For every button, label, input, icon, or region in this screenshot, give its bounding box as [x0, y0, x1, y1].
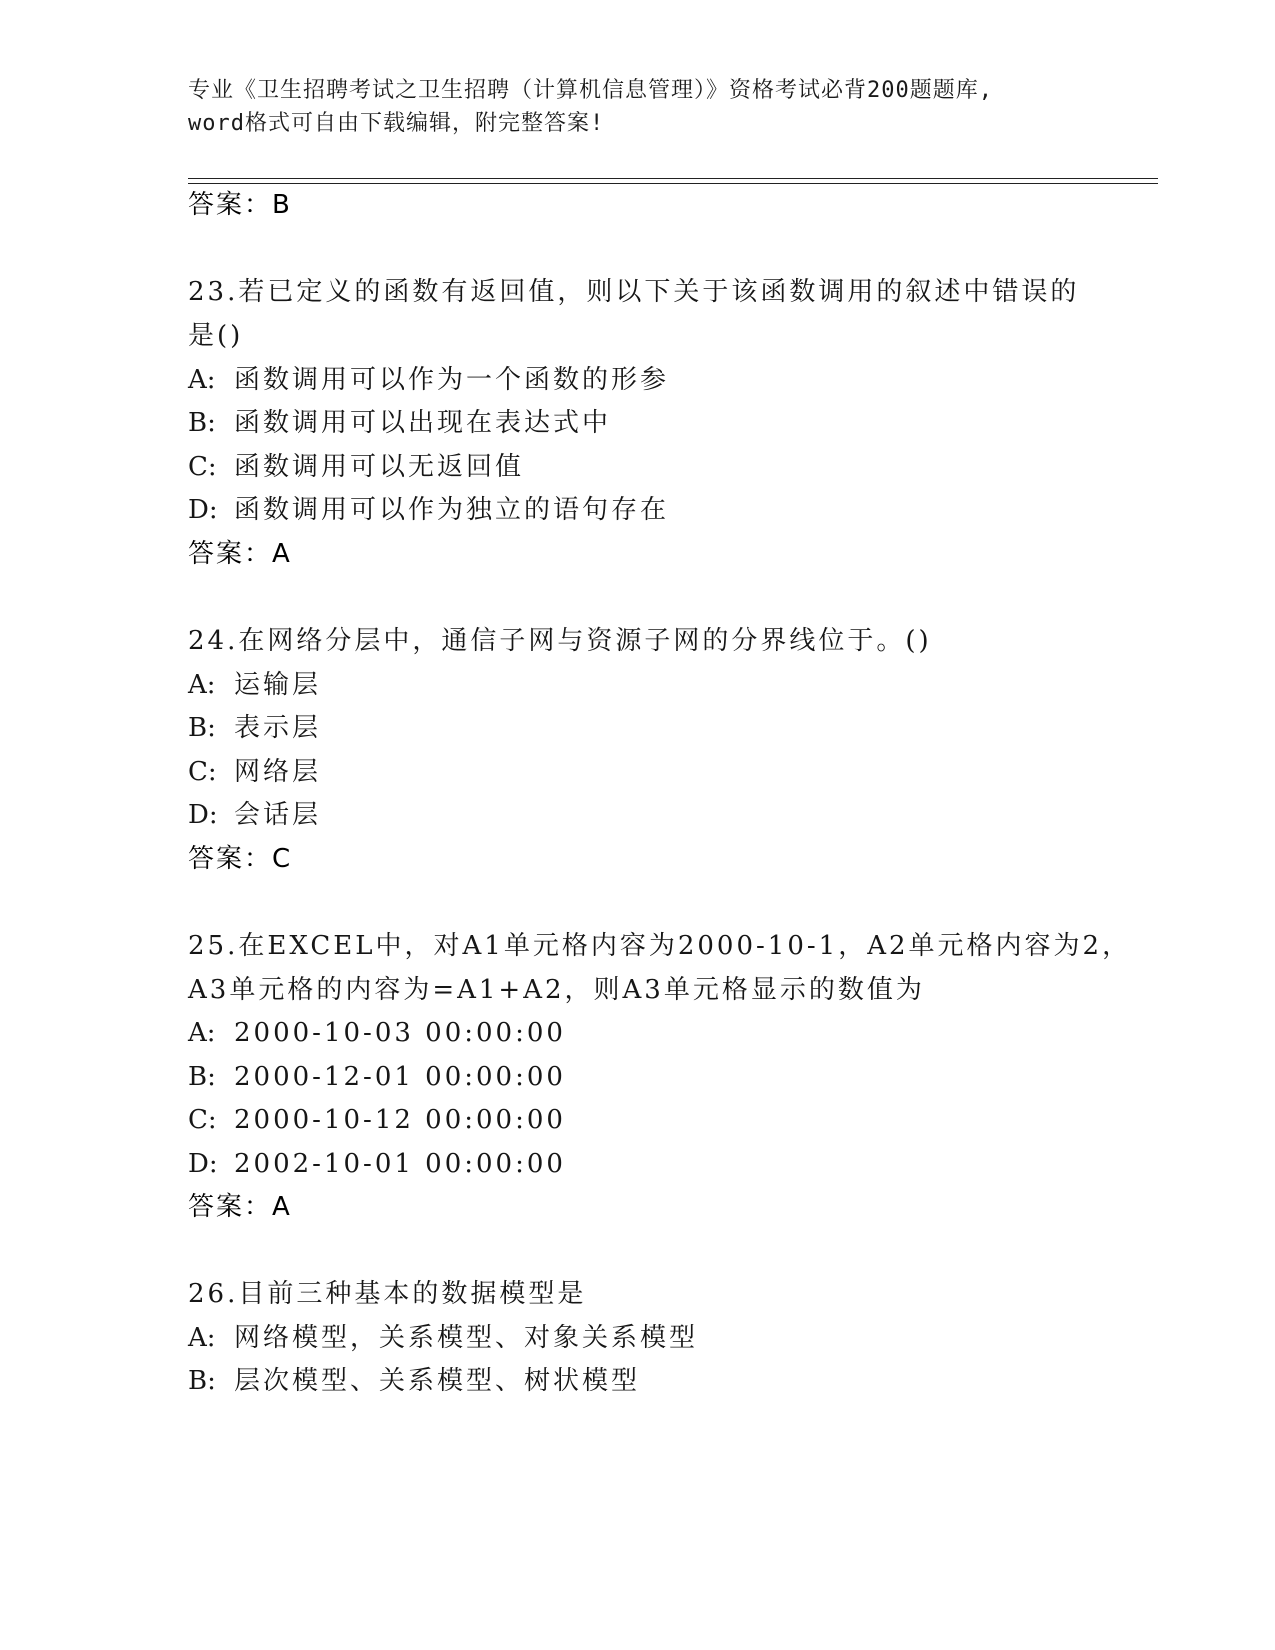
question-23-stem-line-1: 23.若已定义的函数有返回值，则以下关于该函数调用的叙述中错误的 [188, 277, 1080, 307]
question-26-option-b [188, 1364, 640, 1398]
question-25-option-a [188, 1016, 566, 1050]
question-26-stem-line-1: 26.目前三种基本的数据模型是 [188, 1279, 587, 1309]
question-23-option-d [188, 493, 669, 527]
option-text: 层次模型、关系模型、树状模型 [234, 1366, 641, 1396]
header-title-line-2: word格式可自由下载编辑，附完整答案! [188, 111, 605, 136]
option-label: A: [188, 670, 216, 700]
question-25-stem-line-2: A3单元格的内容为=A1+A2，则A3单元格显示的数值为 [188, 975, 925, 1005]
header-divider-top [188, 178, 1158, 179]
question-24-option-d [188, 798, 321, 832]
option-label: D: [188, 1149, 218, 1179]
option-text: 会话层 [234, 800, 322, 830]
option-label: B: [188, 408, 216, 438]
question-23-option-c [188, 450, 524, 484]
option-text: 2000-12-01 00:00:00 [234, 1062, 566, 1092]
option-text: 表示层 [234, 713, 322, 743]
answer-22: 答案：B [188, 190, 292, 220]
question-24-answer: 答案：C [188, 844, 293, 874]
option-label: A: [188, 365, 216, 395]
question-25-answer: 答案：A [188, 1192, 292, 1222]
question-23-answer: 答案：A [188, 539, 292, 569]
option-text: 运输层 [234, 670, 322, 700]
header-title-line-1: 专业《卫生招聘考试之卫生招聘（计算机信息管理）》资格考试必背200题题库, [188, 78, 993, 103]
option-text: 2000-10-03 00:00:00 [234, 1018, 566, 1048]
option-label: A: [188, 1323, 216, 1353]
document-header [188, 74, 1088, 140]
option-label: B: [188, 713, 216, 743]
option-text: 2000-10-12 00:00:00 [234, 1105, 566, 1135]
option-label: C: [188, 1105, 217, 1135]
option-label: B: [188, 1366, 216, 1396]
question-25-option-d [188, 1147, 566, 1181]
option-text: 2002-10-01 00:00:00 [234, 1149, 566, 1179]
option-text: 函数调用可以出现在表达式中 [234, 408, 612, 438]
question-25-stem-line-1: 25.在EXCEL中，对A1单元格内容为2000-10-1，A2单元格内容为2， [188, 931, 1132, 961]
option-text: 函数调用可以作为一个函数的形参 [234, 365, 670, 395]
option-label: B: [188, 1062, 216, 1092]
option-label: D: [188, 495, 218, 525]
option-label: C: [188, 757, 217, 787]
question-23-option-b [188, 406, 611, 440]
question-24-option-b [188, 711, 321, 745]
header-divider-bottom [188, 183, 1158, 184]
question-23-stem-line-2: 是() [188, 321, 244, 351]
option-text: 函数调用可以作为独立的语句存在 [234, 495, 670, 525]
option-text: 函数调用可以无返回值 [234, 452, 525, 482]
question-24-option-c [188, 755, 321, 789]
question-24-stem-line-1: 24.在网络分层中，通信子网与资源子网的分界线位于。() [188, 626, 932, 656]
question-23-option-a [188, 363, 669, 397]
option-text: 网络模型，关系模型、对象关系模型 [234, 1323, 699, 1353]
option-label: A: [188, 1018, 216, 1048]
option-label: C: [188, 452, 217, 482]
option-text: 网络层 [234, 757, 322, 787]
question-25-option-c [188, 1103, 566, 1137]
option-label: D: [188, 800, 218, 830]
question-25-option-b [188, 1060, 566, 1094]
question-24-option-a [188, 668, 321, 702]
question-26-option-a [188, 1321, 698, 1355]
